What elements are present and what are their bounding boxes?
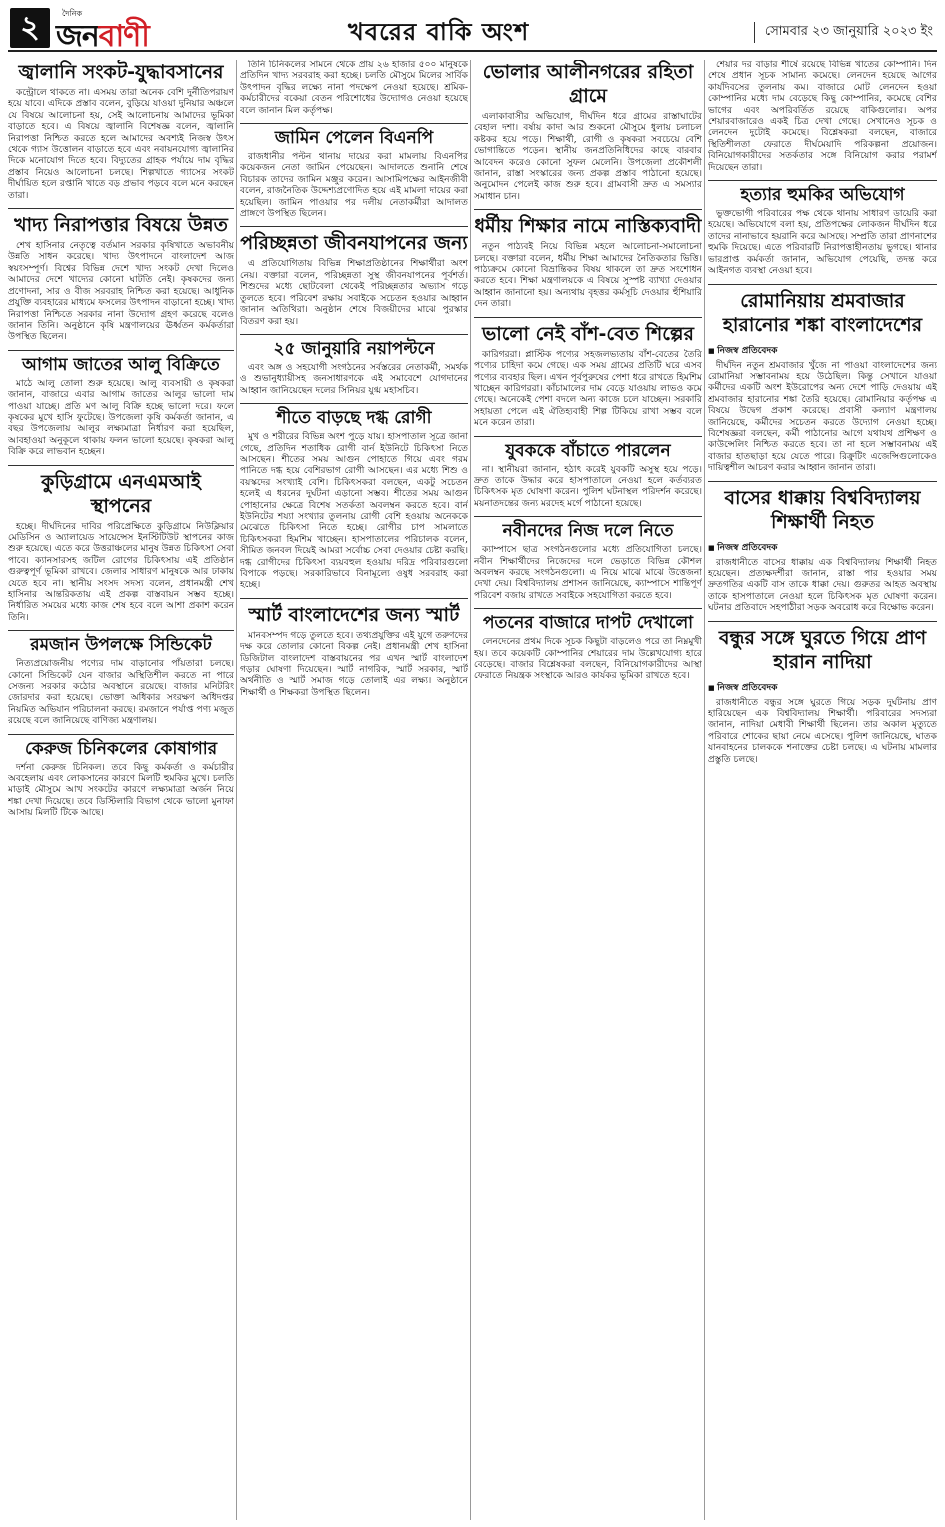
news-article[interactable] — [708, 481, 937, 615]
newspaper-logo[interactable] — [8, 8, 158, 54]
article-paragraph: কারিগররা। প্লাস্টিক পণ্যের সহজলভ্যতায় বাঁশ-বেতের তৈরি পণ্যের চাহিদা কমে গেছে। এক সময় গ্রামের প্রতিটি ঘরে এসব পণ্যের ব্যবহার ছিল। এখন পূর্বপুরুষের পেশা ধরে রাখতে হিমশিম খাচ্ছেন কারিগররা। কাঁচামালের দাম বেড়ে যাওয়ায় লাভও কমে গেছে। অনেকেই পেশা বদলে অন্য কাজে চলে যাচ্ছেন। সরকারি সহায়তা পেলে এই ঐতিহ্যবাহী শিল্প টিকিয়ে রাখা সম্ভব বলে মনে করেন তারা। — [474, 349, 702, 429]
article-headline[interactable]: বাসের ধাক্কায় বিশ্ববিদ্যালয় শিক্ষার্থী নিহত — [708, 481, 937, 538]
article-headline[interactable]: আগাম জাতের আলু বিক্রিতে — [8, 350, 234, 379]
article-paragraph: হচ্ছে। দীর্ঘদিনের দাবির পরিপ্রেক্ষিতে কুড়িগ্রামে নিউক্লিয়ার মেডিসিন ও অ্যালায়েড সায়েন্সেস ইনস্টিটিউট স্থাপনের কাজ শুরু হয়েছে। এতে করে উত্তরাঞ্চলের মানুষ উন্নত চিকিৎসা সেবা পাবে। ক্যানসারসহ জটিল রোগের চিকিৎসায় এই প্রতিষ্ঠান গুরুত্বপূর্ণ ভূমিকা রাখবে। জেলার সাধারণ মানুষকে আর ঢাকায় যেতে হবে না। স্থানীয় সংসদ সদস্য বলেন, প্রধানমন্ত্রী শেখ হাসিনার আন্তরিকতায় এই প্রকল্প বাস্তবায়ন সম্ভব হচ্ছে। নির্ধারিত সময়ের মধ্যে কাজ শেষ হবে বলে আশা প্রকাশ করেন তিনি। — [8, 521, 234, 623]
article-body — [240, 152, 468, 220]
article-headline[interactable]: ধর্মীয় শিক্ষার নামে নাস্তিক্যবাদী — [474, 209, 702, 242]
article-paragraph: ক্যাম্পাসে ছাত্র সংগঠনগুলোর মধ্যে প্রতিযোগিতা চলছে। নবীন শিক্ষার্থীদের নিজেদের দলে ভেড়াতে বিভিন্ন কৌশল অবলম্বন করছে সংগঠনগুলো। এ নিয়ে মাঝে মাঝে উত্তেজনা দেখা দেয়। বিশ্ববিদ্যালয় প্রশাসন জানিয়েছে, ক্যাম্পাসে শান্তিপূর্ণ পরিবেশ বজায় রাখতে সবাইকে সহযোগিতা করতে হবে। — [474, 545, 702, 601]
article-body — [474, 637, 702, 683]
column-divider — [470, 60, 471, 1520]
article-headline[interactable]: রমজান উপলক্ষে সিন্ডিকেট — [8, 630, 234, 659]
article-headline[interactable]: জামিন পেলেন বিএনপি — [240, 123, 468, 152]
article-body — [474, 465, 702, 511]
article-body — [240, 363, 468, 397]
news-article[interactable] — [474, 436, 702, 511]
column-2 — [240, 60, 468, 1520]
article-headline[interactable]: নবীনদের নিজ দলে নিতে — [474, 516, 702, 545]
article-body — [240, 631, 468, 699]
article-paragraph: কন্ট্রোলে থাকতে না। এসময় তারা অনেক বেশি দুর্নীতিপরায়ণ হয়ে যাবে। এদিকে প্রস্তাব বলেন, বুড়িয়ে যাওয়া দুনিয়ার অঞ্চলে যে বিষয়ে আলোচনা হয়, সেই আলোচনায় আমাদের ভূমিকা বাড়াতে হবে। এ বিষয়ে জ্বালানি বিশেষজ্ঞ বলেন, জ্বালানি নিরাপত্তা নিশ্চিত করতে হলে আমাদের অবশ্যই নিজস্ব উৎস থেকে গ্যাস উত্তোলন বাড়াতে হবে এবং নবায়নযোগ্য জ্বালানির দিকে মনোযোগ দিতে হবে। বিদ্যুতের গ্রাহক পর্যায়ে দাম বৃদ্ধির প্রস্তাব নিয়েও আলোচনা চলছে। শিল্পখাতে গ্যাসের সংকট দীর্ঘায়িত হলে রপ্তানি খাতে বড় প্রভাব পড়বে বলে মনে করছেন তারা। — [8, 88, 234, 201]
news-article[interactable] — [474, 516, 702, 602]
article-paragraph: শেখ হাসিনার নেতৃত্বে বর্তমান সরকার কৃষিখাতে অভাবনীয় উন্নতি সাধন করেছে। খাদ্য উৎপাদনে বাংলাদেশ আজ স্বয়ংসম্পূর্ণ। বিশ্বের বিভিন্ন দেশে খাদ্য সংকট দেখা দিলেও আমাদের দেশে খাদ্যের কোনো ঘাটতি নেই। কৃষকদের জন্য প্রণোদনা, সার ও বীজ সরবরাহ নিশ্চিত করা হয়েছে। আধুনিক প্রযুক্তি ব্যবহারের মাধ্যমে ফসলের উৎপাদন বাড়ানো হচ্ছে। খাদ্য নিরাপত্তা নিশ্চিতে সরকার নানা উদ্যোগ গ্রহণ করেছে বলেও জানান তিনি। অনুষ্ঠানে কৃষি মন্ত্রণালয়ের ঊর্ধ্বতন কর্মকর্তারা উপস্থিত ছিলেন। — [8, 241, 234, 343]
news-article[interactable] — [240, 403, 468, 592]
article-headline[interactable]: কুড়িগ্রামে এনএমআই স্থাপনের — [8, 465, 234, 522]
article-body — [8, 88, 234, 202]
news-article[interactable] — [8, 630, 234, 727]
news-article[interactable] — [708, 284, 937, 475]
news-article[interactable] — [474, 209, 702, 310]
news-article[interactable] — [708, 621, 937, 766]
article-body — [8, 522, 234, 625]
article-paragraph: শেয়ার দর বাড়ার শীর্ষে রয়েছে বিভিন্ন খাতের কোম্পানি। দিন শেষে প্রধান সূচক সামান্য কমেছে। লেনদেন হয়েছে আগের কার্যদিবসের তুলনায় কম। বাজারে মোট লেনদেন হওয়া কোম্পানির মধ্যে দাম বেড়েছে কিছু কোম্পানির, কমেছে বেশির ভাগের এবং অপরিবর্তিত রয়েছে বাকিগুলোর। অপর শেয়ারবাজারেও একই চিত্র দেখা গেছে। সেখানেও সূচক ও লেনদেন দুটোই কমেছে। বিশ্লেষকরা বলছেন, বাজারে স্থিতিশীলতা ফেরাতে দীর্ঘমেয়াদি পরিকল্পনা প্রয়োজন। বিনিয়োগকারীদের সতর্কতার সঙ্গে বিনিয়োগ করার পরামর্শ দিয়েছেন তারা। — [708, 60, 937, 173]
article-headline[interactable]: ভালো নেই বাঁশ-বেত শিল্পের — [474, 317, 702, 350]
page-number: ২ — [10, 8, 50, 48]
article-byline: ■ নিজস্ব প্রতিবেদক — [708, 540, 937, 555]
article-paragraph: নতুন পাঠ্যবই নিয়ে বিভিন্ন মহলে আলোচনা-সমালোচনা চলছে। বক্তারা বলেন, ধর্মীয় শিক্ষা আমাদের নৈতিকতার ভিত্তি। পাঠ্যক্রমে কোনো বিভ্রান্তিকর বিষয় থাকলে তা দ্রুত সংশোধন করতে হবে। শিক্ষা মন্ত্রণালয়কে এ বিষয়ে সুস্পষ্ট ব্যাখ্যা দেওয়ার আহ্বান জানানো হয়। অন্যথায় বৃহত্তর কর্মসূচি দেওয়ার হুঁশিয়ারি দেন তারা। — [474, 242, 702, 310]
news-article[interactable] — [240, 334, 468, 397]
article-body — [240, 432, 468, 592]
article-headline[interactable]: হত্যার হুমকির অভিযোগ — [708, 180, 937, 209]
article-paragraph: এলাকাবাসীর অভিযোগ, দীর্ঘদিন ধরে গ্রামের রাস্তাঘাটের বেহাল দশা। বর্ষায় কাদা আর শুকনো মৌসুমে ধুলায় চলাচল কষ্টকর হয়ে পড়ে। শিক্ষার্থী, রোগী ও কৃষকরা সবচেয়ে বেশি ভোগান্তিতে পড়েন। স্থানীয় জনপ্রতিনিধিদের কাছে বারবার আবেদন করেও কোনো সুফল মেলেনি। উপজেলা প্রকৌশলী জানান, রাস্তা সংস্কারের জন্য প্রকল্প প্রস্তাব পাঠানো হয়েছে। অনুমোদন পেলেই কাজ শুরু হবে। গ্রামবাসী দ্রুত এ সমস্যার সমাধান চান। — [474, 112, 702, 202]
article-headline[interactable]: পতনের বাজারে দাপট দেখালো — [474, 608, 702, 637]
article-body — [8, 241, 234, 344]
article-headline[interactable]: খাদ্য নিরাপত্তার বিষয়ে উন্নত — [8, 208, 234, 241]
news-article[interactable] — [8, 734, 234, 820]
news-article[interactable] — [474, 317, 702, 430]
article-headline[interactable]: শীতে বাড়ছে দগ্ধ রোগী — [240, 403, 468, 432]
article-paragraph: রাজধানীর পল্টন থানায় দায়ের করা মামলায় বিএনপির কয়েকজন নেতা জামিন পেয়েছেন। আদালতে শুনানি শেষে বিচারক তাদের জামিন মঞ্জুর করেন। আসামিপক্ষের আইনজীবী বলেন, রাজনৈতিক উদ্দেশ্যপ্রণোদিত হয়ে এই মামলা দায়ের করা হয়েছিল। জামিন পাওয়ার পর দলীয় নেতাকর্মীরা আদালত প্রাঙ্গণে উপস্থিত ছিলেন। — [240, 152, 468, 220]
article-body — [240, 259, 468, 327]
article-headline[interactable]: রোমানিয়ায় শ্রমবাজার হারানোর শঙ্কা বাংলাদেশের — [708, 284, 937, 341]
article-headline[interactable]: ভোলার আলীনগরের রহিতা গ্রামে — [482, 61, 694, 107]
article-headline[interactable]: বন্ধুর সঙ্গে ঘুরতে গিয়ে প্রাণ হারান নাদিয়া — [708, 621, 937, 678]
article-body — [474, 545, 702, 602]
article-paragraph: ভুক্তভোগী পরিবারের পক্ষ থেকে থানায় সাধারণ ডায়েরি করা হয়েছে। অভিযোগে বলা হয়, প্রতিপক্ষের লোকজন দীর্ঘদিন ধরে তাদের নানাভাবে হয়রানি করে আসছে। সম্প্রতি তারা প্রাণনাশের হুমকি দিয়েছে। এতে পরিবারটি নিরাপত্তাহীনতায় ভুগছে। থানার ভারপ্রাপ্ত কর্মকর্তা জানান, অভিযোগ পেয়েছি, তদন্ত করে আইনগত ব্যবস্থা নেওয়া হবে। — [708, 209, 937, 277]
news-article[interactable] — [240, 598, 468, 699]
article-body — [8, 659, 234, 727]
news-article[interactable] — [708, 180, 937, 277]
daily-label: দৈনিক — [62, 9, 83, 18]
news-article[interactable] — [8, 350, 234, 459]
article-body — [708, 60, 937, 174]
column-1 — [8, 60, 234, 1520]
article-headline[interactable]: স্মার্ট বাংলাদেশের জন্য স্মার্ট — [240, 598, 468, 631]
column-3 — [474, 60, 702, 1520]
news-article[interactable] — [8, 208, 234, 344]
column-4 — [708, 60, 937, 1520]
article-paragraph: দীর্ঘদিন নতুন শ্রমবাজার খুঁজে না পাওয়া বাংলাদেশের জন্য রোমানিয়া সম্ভাবনাময় হয়ে উঠেছিল। কিন্তু সেখানে যাওয়া কর্মীদের একটি অংশ ইউরোপের অন্য দেশে পাড়ি দেওয়ায় এই শ্রমবাজার হারানোর শঙ্কা তৈরি হয়েছে। রোমানিয়ার কর্তৃপক্ষ এ বিষয়ে উদ্বেগ প্রকাশ করেছে। প্রবাসী কল্যাণ মন্ত্রণালয় জানিয়েছে, কর্মীদের সচেতন করতে উদ্যোগ নেওয়া হচ্ছে। বিশেষজ্ঞরা বলছেন, কর্মী পাঠানোর আগে যথাযথ প্রশিক্ষণ ও কাউন্সেলিং নিশ্চিত করতে হবে। তা না হলে সম্ভাবনাময় এই বাজার হাতছাড়া হয়ে যেতে পারে। রিক্রুটিং এজেন্সিগুলোকেও দায়িত্বশীল আচরণ করার আহ্বান জানান তারা। — [708, 360, 937, 474]
article-headline[interactable]: জ্বালানি সংকট-যুদ্ধাবসানের — [18, 61, 224, 83]
article-headline[interactable]: কেরুজ চিনিকলের কোষাগার — [8, 734, 234, 763]
article-paragraph: দর্শনা কেরুজ চিনিকল। তবে কিছু কর্মকর্তা ও কর্মচারীর অবহেলায় এবং লোকসানের কারণে মিলটি হুমকির মুখে। চলতি মাড়াই মৌসুমে আখ সংকটের কারণে লক্ষ্যমাত্রা অর্জন নিয়ে শঙ্কা দেখা দিয়েছে। তবে ডিস্টিলারি বিভাগ থেকে ভালো মুনাফা আসায় মিলটি টিকে আছে। — [8, 762, 234, 819]
article-body — [708, 698, 937, 766]
section-title: খবরের বাকি অংশ — [348, 17, 530, 46]
news-article[interactable] — [8, 60, 234, 202]
article-paragraph: রাজধানীতে বন্ধুর সঙ্গে ঘুরতে গিয়ে সড়ক দুর্ঘটনায় প্রাণ হারিয়েছেন এক বিশ্ববিদ্যালয় শিক্ষার্থী। পরিবারের সদস্যরা জানান, নাদিয়া মেধাবী শিক্ষার্থী ছিলেন। তার অকাল মৃত্যুতে পরিবারে শোকের ছায়া নেমে এসেছে। পুলিশ জানিয়েছে, ঘাতক যানবাহনের চালককে শনাক্তের চেষ্টা চলছে। এ ঘটনায় মামলার প্রস্তুতি চলছে। — [708, 697, 937, 765]
article-paragraph: তিনি চিনিকলের সামনে থেকে প্রায় ২৬ হাজার ৫০০ মানুষকে প্রতিদিন খাদ্য সরবরাহ করা হচ্ছে। চলতি মৌসুমে মিলের সার্বিক উৎপাদন বৃদ্ধির লক্ষ্যে নানা পদক্ষেপ নেওয়া হয়েছে। শ্রমিক-কর্মচারীদের বকেয়া বেতন পরিশোধের উদ্যোগও নেওয়া হয়েছে বলে জানান মিল কর্তৃপক্ষ। — [240, 60, 468, 116]
article-body — [708, 361, 937, 475]
article-body — [708, 209, 937, 277]
article-paragraph: এবং অঙ্গ ও সহযোগী সংগঠনের সর্বস্তরের নেতাকর্মী, সমর্থক ও শুভানুধ্যায়ীসহ জনসাধারণকে এই সমাবেশে যোগদানের আহ্বান জানিয়েছেন দলের সিনিয়র যুগ্ম মহাসচিব। — [240, 362, 468, 396]
article-body — [240, 60, 468, 117]
article-headline[interactable]: যুবককে বাঁচাতে পারলেন — [474, 436, 702, 465]
article-body — [474, 112, 702, 203]
article-headline[interactable]: ২৫ জানুয়ারি নয়াপল্টনে — [240, 334, 468, 363]
news-article[interactable] — [8, 465, 234, 625]
article-paragraph: এ প্রতিযোগিতায় বিভিন্ন শিক্ষাপ্রতিষ্ঠানের শিক্ষার্থীরা অংশ নেয়। বক্তারা বলেন, পরিচ্ছন্নতা সুস্থ জীবনযাপনের পূর্বশর্ত। শিশুদের মধ্যে ছোটবেলা থেকেই পরিচ্ছন্নতার অভ্যাস গড়ে তুলতে হবে। পরিবেশ রক্ষায় সবাইকে সচেতন হওয়ার আহ্বান জানান অতিথিরা। অনুষ্ঠান শেষে বিজয়ীদের মাঝে পুরস্কার বিতরণ করা হয়। — [240, 259, 468, 327]
article-paragraph: মানবসম্পদ গড়ে তুলতে হবে। তথ্যপ্রযুক্তির এই যুগে তরুণদের দক্ষ করে তোলার কোনো বিকল্প নেই। প্রধানমন্ত্রী শেখ হাসিনা ডিজিটাল বাংলাদেশ বাস্তবায়নের পর এখন স্মার্ট বাংলাদেশ গড়ার ঘোষণা দিয়েছেন। স্মার্ট নাগরিক, স্মার্ট সরকার, স্মার্ট অর্থনীতি ও স্মার্ট সমাজ গড়ে তোলাই এর লক্ষ্য। অনুষ্ঠানে শিক্ষার্থী ও শিক্ষকরা উপস্থিত ছিলেন। — [240, 630, 468, 698]
issue-date: সোমবার ২৩ জানুয়ারি ২০২৩ ইং — [754, 22, 933, 43]
news-article[interactable] — [708, 60, 937, 174]
news-article[interactable] — [474, 60, 702, 203]
article-body — [474, 242, 702, 310]
news-article[interactable] — [474, 608, 702, 683]
article-paragraph: লেনদেনের প্রথম দিকে সূচক কিছুটা বাড়লেও পরে তা নিম্নমুখী হয়। তবে কয়েকটি কোম্পানির শেয়ারের দাম উল্লেখযোগ্য হারে বেড়েছে। বাজার বিশ্লেষকরা বলছেন, বিনিয়োগকারীদের আস্থা ফেরাতে নিয়ন্ত্রক সংস্থাকে আরও কার্যকর ভূমিকা রাখতে হবে। — [474, 637, 702, 682]
article-paragraph: মুখ ও শরীরের বিভিন্ন অংশ পুড়ে যায়। হাসপাতাল সূত্রে জানা গেছে, প্রতিদিন শতাধিক রোগী বার্ন ইউনিটে চিকিৎসা নিতে আসছেন। শীতের সময় আগুন পোহাতে গিয়ে এবং গরম পানিতে দগ্ধ হয়ে বেশিরভাগ রোগী আসছেন। এর মধ্যে শিশু ও বয়স্কদের সংখ্যাই বেশি। চিকিৎসকরা বলছেন, একটু সচেতন হলেই এ ধরনের দুর্ঘটনা এড়ানো সম্ভব। শীতের সময় আগুন পোহানোর ক্ষেত্রে বিশেষ সতর্কতা অবলম্বন করতে হবে। বার্ন ইউনিটের শয্যা সংখ্যার তুলনায় রোগী বেশি হওয়ায় অনেককে মেঝেতে চিকিৎসা নিতে হচ্ছে। রোগীর চাপ সামলাতে চিকিৎসকরা হিমশিম খাচ্ছেন। হাসপাতালের পরিচালক বলেন, সীমিত জনবল দিয়েই আমরা সর্বোচ্চ সেবা দেওয়ার চেষ্টা করছি। দগ্ধ রোগীদের চিকিৎসা ব্যয়বহুল হওয়ায় দরিদ্র পরিবারগুলো বিপাকে পড়ছে। সরকারিভাবে বিনামূল্যে ওষুধ সরবরাহ করা হচ্ছে। — [240, 432, 468, 591]
article-byline: ■ নিজস্ব প্রতিবেদক — [708, 343, 937, 358]
article-byline: ■ নিজস্ব প্রতিবেদক — [708, 680, 937, 695]
news-article[interactable] — [240, 226, 468, 327]
news-article[interactable] — [240, 123, 468, 220]
article-paragraph: না। স্থানীয়রা জানান, হঠাৎ করেই যুবকটি অসুস্থ হয়ে পড়ে। দ্রুত তাকে উদ্ধার করে হাসপাতালে নেওয়া হলে কর্তব্যরত চিকিৎসক মৃত ঘোষণা করেন। পুলিশ ঘটনাস্থল পরিদর্শন করেছে। ময়নাতদন্তের জন্য মরদেহ মর্গে পাঠানো হয়েছে। — [474, 464, 702, 509]
article-body — [8, 763, 234, 820]
article-paragraph: মাঠে আলু তোলা শুরু হয়েছে। আলু ব্যবসায়ী ও কৃষকরা জানান, বাজারে এবার আগাম জাতের আলুর ভালো দাম পাওয়া যাচ্ছে। প্রতি মণ আলু বিক্রি হচ্ছে ভালো দরে। ফলে কৃষকের মুখে হাসি ফুটেছে। উপজেলা কৃষি কর্মকর্তা জানান, এ বছর উপজেলায় আলুর লক্ষ্যমাত্রা নির্ধারণ করা হয়েছিল, আবহাওয়া অনুকূলে থাকায় ফলন ভালো হয়েছে। কৃষকরা আলু বিক্রি করে লাভবান হচ্ছেন। — [8, 378, 234, 458]
article-body — [8, 379, 234, 459]
column-divider — [704, 60, 705, 1520]
masthead — [8, 8, 937, 52]
article-body — [708, 558, 937, 615]
article-paragraph: রাজধানীতে বাসের ধাক্কায় এক বিশ্ববিদ্যালয় শিক্ষার্থী নিহত হয়েছেন। প্রত্যক্ষদর্শীরা জানান, রাস্তা পার হওয়ার সময় দ্রুতগতির একটি বাস তাকে ধাক্কা দেয়। গুরুতর আহত অবস্থায় তাকে হাসপাতালে নেওয়া হলে চিকিৎসক মৃত ঘোষণা করেন। ঘটনার প্রতিবাদে সহপাঠীরা সড়ক অবরোধ করে বিক্ষোভ করেন। — [708, 557, 937, 614]
article-body — [474, 350, 702, 430]
column-divider — [236, 60, 237, 1520]
article-paragraph: নিত্যপ্রয়োজনীয় পণ্যের দাম বাড়ানোর পাঁয়তারা চলছে। কোনো সিন্ডিকেট যেন বাজার অস্থিতিশীল করতে না পারে সেজন্য সরকার কঠোর অবস্থানে রয়েছে। বাজার মনিটরিং জোরদার করা হয়েছে। ভোক্তা অধিকার সংরক্ষণ অধিদপ্তর নিয়মিত অভিযান পরিচালনা করছে। রমজানে পর্যাপ্ত পণ্য মজুত রয়েছে বলে জানিয়েছে বাণিজ্য মন্ত্রণালয়। — [8, 659, 234, 727]
article-headline[interactable]: পরিচ্ছন্নতা জীবনযাপনের জন্য — [240, 226, 468, 259]
paper-name: জনবাণী — [56, 19, 149, 54]
news-article[interactable] — [240, 60, 468, 117]
